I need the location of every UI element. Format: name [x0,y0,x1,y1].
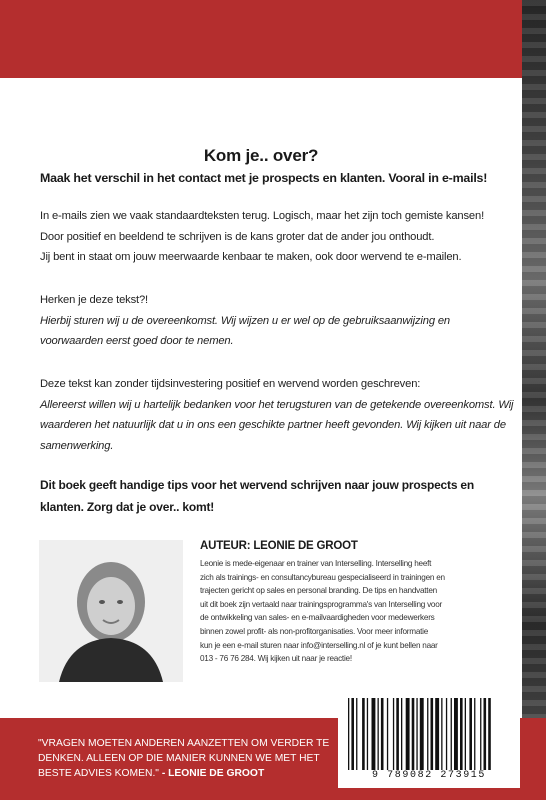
example-italic-line: voorwaarden eerst goed door te nemen. [40,335,234,347]
barcode-bar [416,698,417,770]
rewrite-paragraph [40,374,514,456]
isbn-barcode-box [338,690,520,788]
intro-line: Door positief en beeldend te schrijven is de kans groter dat de ander jou onthoudt. [40,230,435,243]
book-summary [40,474,510,518]
example-lead: Herken je deze tekst?! [40,294,149,306]
author-bio-line: uit dit boek zijn vertaald naar trainingsprogramma's van Interselling voor [200,599,443,609]
barcode-bar [427,698,428,770]
barcode-bar [435,698,439,770]
back-cover-subheading: Maak het verschil in het contact met je prospects en klanten. Vooral in e-mails! [40,171,488,185]
intro-line: Jij bent in staat om jouw meerwaarde kenbaar te maken, ook door wervend te e-mailen. [40,251,462,263]
quote-line: "VRAGEN MOETEN ANDEREN AANZETTEN OM VERDER TE [38,738,330,749]
barcode-bar [441,698,442,770]
top-red-band [0,0,546,78]
isbn-number: 9 789082 273915 [371,770,486,781]
right-edge-photo [522,0,546,800]
rewrite-italic-line: samenwerking. [40,439,114,452]
summary-line: Dit boek geeft handige tips voor het wervend schrijven naar jouw prospects en [40,478,475,492]
author-bio-line: trajecten gericht op sales en personal branding. De tips en handvatten [200,586,437,596]
barcode-bar [469,698,472,770]
barcode-bar [431,698,434,770]
barcode-bar [356,698,357,770]
barcode-bar [362,698,365,770]
barcode-bar [465,698,466,770]
rewrite-italic-line: Allereerst willen wij u hartelijk bedanken voor het terugsturen van de getekende overeenkomst. Wij [40,398,514,411]
example-paragraph [40,290,506,352]
author-bio-line: de ontwikkeling van sales- en e-mailvaardigheden voor medewerkers [200,613,435,623]
quote-attribution: - LEONIE DE GROOT [158,768,265,779]
intro-paragraph [40,206,506,268]
barcode-bar [381,698,384,770]
intro-line: In e-mails zien we vaak standaardteksten terug. Logisch, maar het zijn toch gemiste kansen! [40,210,485,222]
author-quote [38,736,328,781]
barcode-bar [454,698,458,770]
barcode-bar [396,698,399,770]
barcode [346,698,512,770]
rewrite-lead: Deze tekst kan zonder tijdsinvestering positief en wervend worden geschreven: [40,378,421,390]
author-bio-line: kun je een e-mail sturen naar info@interselling.nl of je kunt bellen naar [200,640,438,650]
barcode-bar [378,698,379,770]
quote-line: DENKEN. ALLEEN OP DIE MANIER KUNNEN WE MET HET [38,753,320,764]
author-photo [39,540,183,682]
barcode-bar [387,698,388,770]
author-bio-line: zich als trainings- en consultancybureau gespecialiseerd in trainingen en [200,572,445,582]
barcode-bar [420,698,424,770]
barcode-bar [488,698,491,770]
barcode-bar [480,698,481,770]
barcode-bar [446,698,447,770]
example-italic-line: Hierbij sturen wij u de overeenkomst. Wij wijzen u er wel op de gebruiksaanwijzing en [40,314,450,327]
summary-line: klanten. Zorg dat je over.. komt! [40,500,215,514]
barcode-bar [401,698,402,770]
barcode-bar [348,698,349,770]
quote-line: BESTE ADVIES KOMEN." - LEONIE DE GROOT [38,768,265,779]
barcode-bar [351,698,354,770]
author-bio-line: Leonie is mede-eigenaar en trainer van Interselling. Interselling heeft [200,559,432,568]
barcode-bar [367,698,368,770]
back-cover-heading: Kom je.. over? [203,146,319,165]
barcode-bar [474,698,475,770]
barcode-bar [412,698,415,770]
barcode-bar [393,698,394,770]
author-bio-line: 013 - 76 76 284. Wij kijken uit naar je reactie! [200,654,352,664]
barcode-bar [460,698,463,770]
author-bio [200,557,500,666]
rewrite-italic-line: waarderen het natuurlijk dat u in ons een geschikte partner heeft gevonden. Wij kijken uit naar de [40,419,506,431]
barcode-bar [484,698,487,770]
barcode-bar [451,698,452,770]
author-bio-line: binnen zowel profit- als non-profitorganisaties. Voor meer informatie [200,626,429,636]
barcode-bar [406,698,410,770]
author-title: AUTEUR: LEONIE DE GROOT [200,540,358,552]
barcode-bar [372,698,376,770]
